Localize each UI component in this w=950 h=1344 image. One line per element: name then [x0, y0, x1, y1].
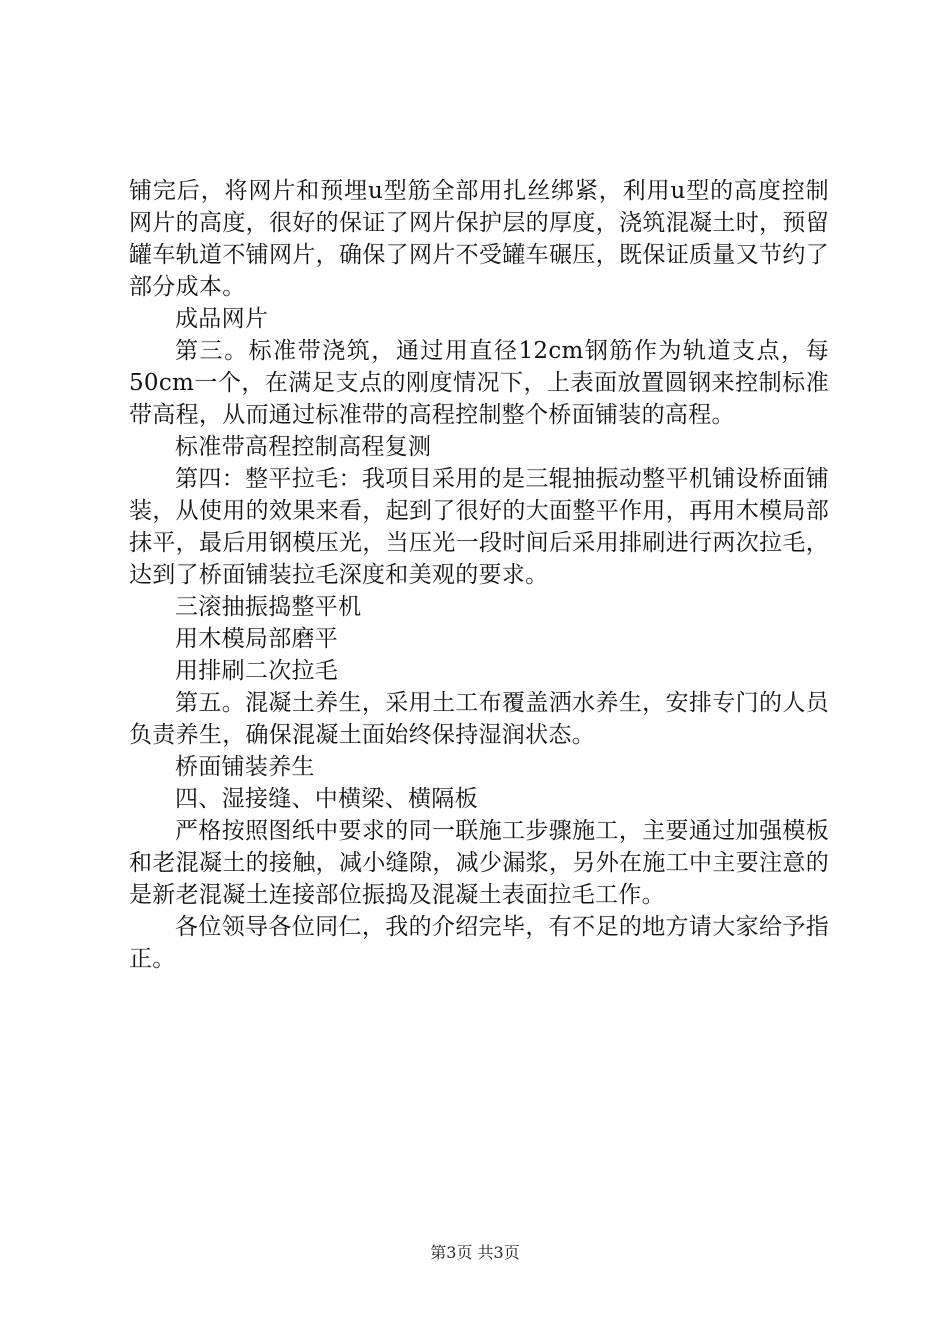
- paragraph-step-three: 第三。标准带浇筑，通过用直径12cm钢筋作为轨道支点，每50cm一个，在满足支点的刚度情况下，上表面放置圆钢来控制标准带高程，从而通过标准带的高程控制整个桥面铺装的高程。: [129, 338, 829, 428]
- paragraph-wet-joint-process: 严格按照图纸中要求的同一联施工步骤施工，主要通过加强模板和老混凝土的接触，减小缝隙，减少漏浆，另外在施工中主要注意的是新老混凝土连接部位振捣及混凝土表面拉毛工作。: [129, 818, 829, 908]
- paragraph-step-four: 第四：整平拉毛：我项目采用的是三辊抽振动整平机铺设桥面铺装，从使用的效果来看，起到了很好的大面整平作用，再用木模局部抹平，最后用钢模压光，当压光一段时间后采用排刷进行两次拉毛，达到了桥面铺装拉毛深度和美观的要求。: [129, 466, 829, 588]
- caption-curing: 桥面铺装养生: [175, 754, 315, 780]
- document-body: [129, 175, 829, 975]
- page-footer: [0, 1243, 950, 1263]
- caption-screed-machine: 三滚抽振捣整平机: [175, 594, 362, 620]
- caption-wood-float: 用木模局部磨平: [175, 626, 339, 652]
- section-heading-wet-joints: 四、湿接缝、中横梁、横隔板: [175, 786, 478, 812]
- paragraph-mesh-binding: 铺完后，将网片和预埋u型筋全部用扎丝绑紧，利用u型的高度控制网片的高度，很好的保证了网片保护层的厚度，浇筑混凝土时，预留罐车轨道不铺网片，确保了网片不受罐车碾压，既保证质量又节约了部分成本。: [129, 178, 829, 300]
- page-number-label: 第3页 共3页: [430, 1243, 520, 1262]
- caption-brush-texturing: 用排刷二次拉毛: [175, 658, 339, 684]
- paragraph-closing-remarks: 各位领导各位同仁，我的介绍完毕，有不足的地方请大家给予指正。: [129, 914, 829, 972]
- caption-elevation-check: 标准带高程控制高程复测: [175, 434, 432, 460]
- caption-finished-mesh: 成品网片: [175, 306, 269, 332]
- paragraph-step-five: 第五。混凝土养生，采用土工布覆盖洒水养生，安排专门的人员负责养生，确保混凝土面始终保持湿润状态。: [129, 690, 829, 748]
